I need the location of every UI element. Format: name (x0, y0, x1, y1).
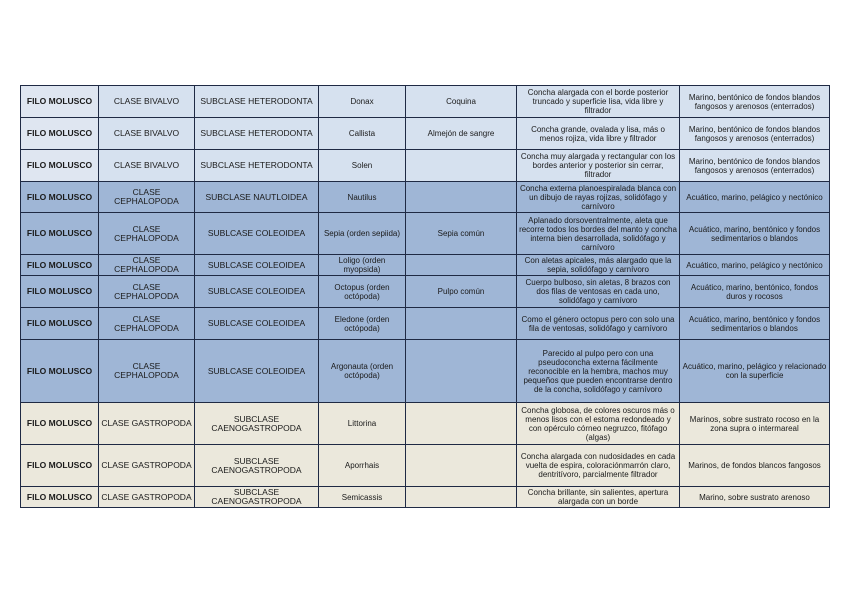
table-body (21, 86, 830, 508)
clase-cell: CLASE CEPHALOPODA (99, 182, 195, 213)
nombre-comun-cell (406, 182, 517, 213)
filo-cell: FILO MOLUSCO (21, 340, 99, 403)
nombre-comun-cell (406, 487, 517, 508)
clase-cell: CLASE BIVALVO (99, 150, 195, 182)
subclase-cell: SUBLCASE COLEOIDEA (195, 340, 319, 403)
table-row (21, 86, 830, 118)
nombre-comun-cell: Sepia común (406, 213, 517, 255)
genero-cell: Donax (319, 86, 406, 118)
genero-cell: Sepia (orden sepiida) (319, 213, 406, 255)
habitat-cell: Acuático, marino, bentónico y fondos sedimentarios o blandos (680, 308, 830, 340)
filo-cell: FILO MOLUSCO (21, 276, 99, 308)
table-row (21, 308, 830, 340)
filo-cell: FILO MOLUSCO (21, 308, 99, 340)
nombre-comun-cell (406, 340, 517, 403)
filo-cell: FILO MOLUSCO (21, 255, 99, 276)
table-row (21, 487, 830, 508)
filo-cell: FILO MOLUSCO (21, 182, 99, 213)
subclase-cell: SUBLCASE COLEOIDEA (195, 276, 319, 308)
descripcion-cell: Como el género octopus pero con solo una fila de ventosas, solidófago y carnívoro (517, 308, 680, 340)
nombre-comun-cell (406, 403, 517, 445)
descripcion-cell: Concha muy alargada y rectangular con los bordes anterior y posterior sin cerrar, filtrador (517, 150, 680, 182)
filo-cell: FILO MOLUSCO (21, 213, 99, 255)
subclase-cell: SUBCLASE NAUTLOIDEA (195, 182, 319, 213)
habitat-cell: Marino, bentónico de fondos blandos fangosos y arenosos (enterrados) (680, 150, 830, 182)
table-row (21, 118, 830, 150)
nombre-comun-cell (406, 445, 517, 487)
mollusc-classification-table (20, 85, 830, 508)
filo-cell: FILO MOLUSCO (21, 403, 99, 445)
habitat-cell: Acuático, marino, pelágico y relacionado con la superficie (680, 340, 830, 403)
filo-cell: FILO MOLUSCO (21, 118, 99, 150)
subclase-cell: SUBCLASE CAENOGASTROPODA (195, 403, 319, 445)
subclase-cell: SUBCLASE HETERODONTA (195, 150, 319, 182)
genero-cell: Loligo (orden myopsida) (319, 255, 406, 276)
descripcion-cell: Aplanado dorsoventralmente, aleta que recorre todos los bordes del manto y concha interna bien desarrollada, solidófago y carnívoro (517, 213, 680, 255)
subclase-cell: SUBLCASE COLEOIDEA (195, 308, 319, 340)
nombre-comun-cell (406, 255, 517, 276)
nombre-comun-cell: Almejón de sangre (406, 118, 517, 150)
genero-cell: Argonauta (orden octópoda) (319, 340, 406, 403)
clase-cell: CLASE GASTROPODA (99, 487, 195, 508)
clase-cell: CLASE GASTROPODA (99, 445, 195, 487)
descripcion-cell: Parecido al pulpo pero con una pseudoconcha externa fácilmente reconocible en la hembra, machos muy pequeños que pueden encontrarse dentro de la concha, solidófago y carnívoro (517, 340, 680, 403)
clase-cell: CLASE BIVALVO (99, 86, 195, 118)
genero-cell: Aporrhais (319, 445, 406, 487)
descripcion-cell: Cuerpo bulboso, sin aletas, 8 brazos con dos filas de ventosas en cada uno, solidófago y carnívoro (517, 276, 680, 308)
subclase-cell: SUBLCASE COLEOIDEA (195, 255, 319, 276)
descripcion-cell: Con aletas apicales, más alargado que la sepia, solidófago y carnívoro (517, 255, 680, 276)
descripcion-cell: Concha alargada con nudosidades en cada vuelta de espira, coloraciónmarrón claro, dentritívoro, parcialmente filtrador (517, 445, 680, 487)
filo-cell: FILO MOLUSCO (21, 150, 99, 182)
table-row (21, 255, 830, 276)
habitat-cell: Marino, sobre sustrato arenoso (680, 487, 830, 508)
clase-cell: CLASE CEPHALOPODA (99, 308, 195, 340)
genero-cell: Littorina (319, 403, 406, 445)
table-row (21, 150, 830, 182)
habitat-cell: Acuático, marino, pelágico y nectónico (680, 182, 830, 213)
habitat-cell: Marino, bentónico de fondos blandos fangosos y arenosos (enterrados) (680, 86, 830, 118)
clase-cell: CLASE CEPHALOPODA (99, 276, 195, 308)
habitat-cell: Marinos, sobre sustrato rocoso en la zona supra o intermareal (680, 403, 830, 445)
genero-cell: Callista (319, 118, 406, 150)
subclase-cell: SUBLCASE COLEOIDEA (195, 213, 319, 255)
nombre-comun-cell (406, 308, 517, 340)
clase-cell: CLASE GASTROPODA (99, 403, 195, 445)
clase-cell: CLASE CEPHALOPODA (99, 255, 195, 276)
table-row (21, 276, 830, 308)
filo-cell: FILO MOLUSCO (21, 86, 99, 118)
genero-cell: Eledone (orden octópoda) (319, 308, 406, 340)
descripcion-cell: Concha grande, ovalada y lisa, más o menos rojiza, vida libre y filtrador (517, 118, 680, 150)
nombre-comun-cell (406, 150, 517, 182)
descripcion-cell: Concha brillante, sin salientes, apertura alargada con un borde (517, 487, 680, 508)
habitat-cell: Marinos, de fondos blancos fangosos (680, 445, 830, 487)
genero-cell: Nautilus (319, 182, 406, 213)
habitat-cell: Acuático, marino, pelágico y nectónico (680, 255, 830, 276)
nombre-comun-cell: Pulpo común (406, 276, 517, 308)
descripcion-cell: Concha alargada con el borde posterior truncado y superficie lisa, vida libre y filtrador (517, 86, 680, 118)
subclase-cell: SUBCLASE CAENOGASTROPODA (195, 445, 319, 487)
subclase-cell: SUBCLASE HETERODONTA (195, 86, 319, 118)
habitat-cell: Acuático, marino, bentónico, fondos duros y rocosos (680, 276, 830, 308)
table-row (21, 445, 830, 487)
table-row (21, 403, 830, 445)
clase-cell: CLASE CEPHALOPODA (99, 213, 195, 255)
table-row (21, 182, 830, 213)
subclase-cell: SUBCLASE HETERODONTA (195, 118, 319, 150)
clase-cell: CLASE CEPHALOPODA (99, 340, 195, 403)
descripcion-cell: Concha globosa, de colores oscuros más o menos lisos con el estoma redondeado y con opérculo córneo negruzco, fitófago (algas) (517, 403, 680, 445)
genero-cell: Semicassis (319, 487, 406, 508)
nombre-comun-cell: Coquina (406, 86, 517, 118)
filo-cell: FILO MOLUSCO (21, 487, 99, 508)
descripcion-cell: Concha externa planoespiralada blanca con un dibujo de rayas rojizas, solidófago y carnívoro (517, 182, 680, 213)
filo-cell: FILO MOLUSCO (21, 445, 99, 487)
habitat-cell: Marino, bentónico de fondos blandos fangosos y arenosos (enterrados) (680, 118, 830, 150)
table-row (21, 213, 830, 255)
clase-cell: CLASE BIVALVO (99, 118, 195, 150)
subclase-cell: SUBCLASE CAENOGASTROPODA (195, 487, 319, 508)
genero-cell: Solen (319, 150, 406, 182)
table-row (21, 340, 830, 403)
genero-cell: Octopus (orden octópoda) (319, 276, 406, 308)
habitat-cell: Acuático, marino, bentónico y fondos sedimentarios o blandos (680, 213, 830, 255)
